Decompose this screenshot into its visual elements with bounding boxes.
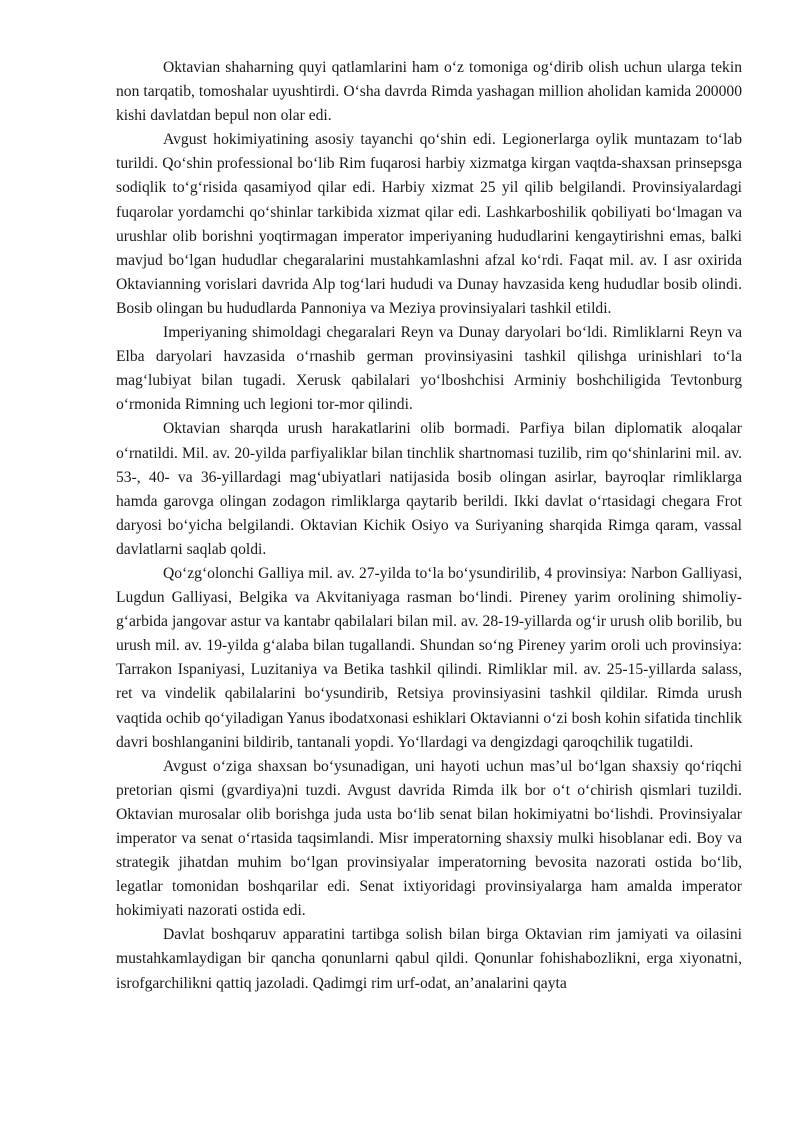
paragraph-gaul-spain: Qo‘zg‘olonchi Galliya mil. av. 27-yilda to‘la bo‘ysundirilib, 4 provinsiya: Narbon Galliyasi, Lugdun Galliyasi, Belgika va Akvitaniyaga rasman bo‘lindi. Pireney yarim orolining shimoliy-g‘arbida jangovar astur va kantabr qabilalari bilan mil. av. 28-19-yillarda og‘ir urush olib borilib, bu urush mil. av. 19-yilda g‘alaba bilan tugallandi. Shundan so‘ng Pireney yarim oroli uch provinsiya: Tarrakon Ispaniyasi, Luzitaniya va Betika tashkil qilindi. Rimliklar mil. av. 25-15-yillarda salass, ret va vindelik qabilalarini bo‘ysundirib, Retsiya provinsiyasini tashkil qildilar. Rimda urush vaqtida ochib qo‘yiladigan Yanus ibodatxonasi eshiklari Oktavianni o‘zi bosh kohin sifatida tinchlik davri boshlanganini bildirib, tantanali yopdi. Yo‘llardagi va dengizdagi qaroqchilik tugatildi. bbox=[116, 564, 742, 751]
paragraph-army: Avgust hokimiyatining asosiy tayanchi qo‘shin edi. Legionerlarga oylik muntazam to‘lab turildi. Qo‘shin professional bo‘lib Rim fuqarosi harbiy xizmatga kirgan vaqtda-shaxsan prinsepsga sodiqlik to‘g‘risida qasamiyod qilar edi. Harbiy xizmat 25 yil qilib belgilandi. Provinsiyalardagi fuqarolar yordamchi qo‘shinlar tarkibida xizmat qilar edi. Lashkarboshilik qobiliyati bo‘lmagan va urushlar olib borishni yoqtirmagan imperator imperiyaning hududlarini kengaytirishni emas, balki mavjud bo‘lgan hududlar chegaralarini mustahkamlashni afzal ko‘rdi. Faqat mil. av. I asr oxirida Oktavianning vorislari davrida Alp tog‘lari hududi va Dunay havzasida keng hududlar bosib olindi. Bosib olingan bu hududlarda Pannoniya va Meziya provinsiyalari tashkil etildi. bbox=[116, 131, 742, 317]
paragraph-northern-borders: Imperiyaning shimoldagi chegaralari Reyn va Dunay daryolari bo‘ldi. Rimliklarni Reyn va Elba daryolari havzasida o‘rnashib german provinsiyasini tashkil qilishga urinishlari to‘la mag‘lubiyat bilan tugadi. Xerusk qabilalari yo‘lboshchisi Arminiy boshchiligida Tevtonburg o‘rmonida Rimning uch legioni tor-mor qilindi. bbox=[116, 324, 742, 414]
paragraph-eastern-policy: Oktavian sharqda urush harakatlarini olib bormadi. Parfiya bilan diplomatik aloqalar o‘rnatildi. Mil. av. 20-yilda parfiyaliklar bilan tinchlik shartnomasi tuzilib, rim qo‘shinlarini mil. av. 53-, 40- va 36-yillardagi mag‘ubiyatlari natijasida bosib olingan asirlar, bayroqlar rimliklarga hamda garovga olingan zodagon rimliklarga qaytarib berildi. Ikki davlat o‘rtasidagi chegara Frot daryosi bo‘yicha belgilandi. Oktavian Kichik Osiyo va Suriyaning sharqida Rimga qaram, vassal davlatlarni saqlab qoldi. bbox=[116, 420, 742, 558]
paragraph-laws: Davlat boshqaruv apparatini tartibga solish bilan birga Oktavian rim jamiyati va oilasini mustahkamlaydigan bir qancha qonunlarni qabul qildi. Qonunlar fohishabozlikni, erga xiyonatni, isrofgarchilikni qattiq jazoladi. Qadimgi rim urf-odat, an’analarini qayta bbox=[116, 926, 742, 992]
paragraph-grain-distribution: Oktavian shaharning quyi qatlamlarini ham o‘z tomoniga og‘dirib olish uchun ularga tekin non tarqatib, tomoshalar uyushtirdi. O‘sha davrda Rimda yashagan million aholidan kamida 200000 kishi davlatdan bepul non olar edi. bbox=[116, 59, 742, 125]
paragraph-praetorian-guard: Avgust o‘ziga shaxsan bo‘ysunadigan, uni hayoti uchun mas’ul bo‘lgan shaxsiy qo‘riqchi pretorian qismi (gvardiya)ni tuzdi. Avgust davrida Rimda ilk bor o‘t o‘chirish qismlari tuzildi. Oktavian murosalar olib borishga juda usta bo‘lib senat bilan hokimiyatni bo‘lishdi. Provinsiyalar imperator va senat o‘rtasida taqsimlandi. Misr imperatorning shaxsiy mulki hisoblanar edi. Boy va strategik jihatdan muhim bo‘lgan provinsiyalar imperatorning bevosita nazorati ostida bo‘lib, legatlar tomonidan boshqarilar edi. Senat ixtiyoridagi provinsiyalarga ham amalda imperator hokimiyati nazorati ostida edi. bbox=[116, 757, 742, 920]
document-page bbox=[116, 56, 742, 996]
